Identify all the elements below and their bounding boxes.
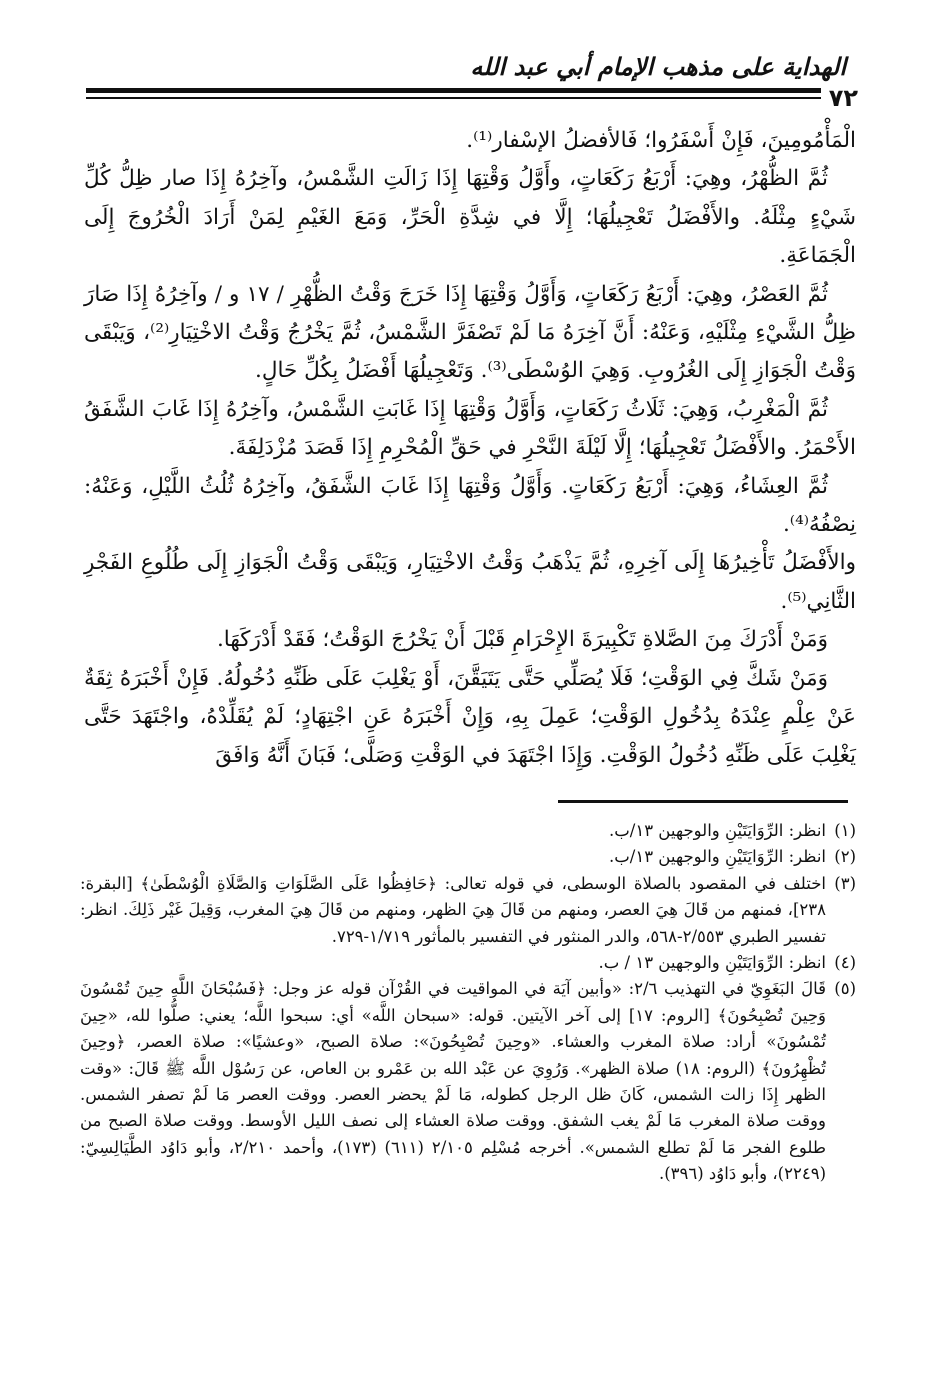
footnote-text: قَالَ البَغَوِيّ في التهذيب ٢/٦: «وأبين آيَة في المواقيت في القُرْآن قوله عز وجل: ﴿فَسُبْحَانَ اللَّهِ حِينَ تُمْسُونَ وَحِينَ تُصْبِحُونَ﴾ [الروم: ١٧] إلى آخر الآيتين. قوله: «سبحان اللَّه» أي: سبحوا اللَّه؛ يعني: صلُّوا لله، «حِينَ تُمْسُونَ» أراد: صلاة المغرب والعشاء. «وحِينَ تُصْبِحُونَ»: صلاة الصبح، «وعشيًا»: صلاة العصر، ﴿وحِينَ تُظْهِرُونَ﴾ (الروم: ١٨) صلاة الظهر». وَرُوِيَ عن عَبْد الله بن عَمْرو بن العاص، عن رَسُوْل اللَّه ﷺ قَالَ: «وقت الظهر إِذَا زالت الشمس، كَانَ ظل الرجل كطوله، مَا لَمْ يحضر العصر. ووقت العصر مَا لَمْ تصفر الشمس. ووقت صلاة المغرب مَا لَمْ يغب الشفق. ووقت صلاة العشاء إلى نصف الليل الأوسط. ووقت صلاة الصبح من طلوع الفجر مَا لَمْ تطلع الشمس». أخرجه مُسْلِم ٢/١٠٥ (٦١١) (١٧٣)، وأحمد ٢/٢١٠، وأبو دَاوُد الطَّيَالِسِيّ: (٢٢٤٩)، وأبو دَاوُد (٣٩٦).: [80, 979, 827, 1184]
main-text: [84, 122, 856, 775]
header-rule-thin: [86, 97, 856, 99]
paragraph: ثُمَّ العَصْرُ، وهِيَ: أَرْبَعُ رَكَعَاتٍ، وَأَوَّلُ وَقْتِهَا إِذَا خَرَجَ وَقْتُ الظُّهْرِ / ١٧ و / وآخِرُهُ إِذَا صَارَ ظِلُّ الشَّيْءِ مِثْلَيْهِ، وَعَنْهُ: أَنَّ آخِرَهُ مَا لَمْ تَصْفَرَّ الشَّمْسُ، ثُمَّ يَخْرُجُ وَقْتُ الاخْتِيَارِ⁽²⁾، وَيَبْقَى وَقْتُ الْجَوَازِ إِلَى الغُرُوبِ. وَهِيَ الوُسْطَى⁽³⁾. وَتَعْجِيلُهَا أَفْضَلُ بِكُلِّ حَالٍ.: [84, 281, 856, 384]
paragraph: وَمَنْ شَكَّ فِي الوَقْتِ؛ فَلَا يُصَلِّي حَتَّى يَتَيَقَّنَ، أَوْ يَغْلِبَ عَلَى ظَنِّهِ دُخُولُهُ. فَإِنْ أَخْبَرَهُ ثِقَةٌ عَنْ عِلْمٍ عِنْدَهُ بِدُخُولِ الوَقْتِ؛ عَمِلَ بِهِ، وَإِنْ أَخْبَرَهُ عَنِ اجْتِهَادٍ؛ لَمْ يُقَلِّدْهُ، واجْتَهَدَ حَتَّى يَغْلِبَ عَلَى ظَنِّهِ دُخُولُ الوَقْتِ. وَإِذَا اجْتَهَدَ في الوَقْتِ وَصَلَّى؛ فَبَانَ أَنَّهُ وَافَقَ: [84, 665, 856, 768]
footnote-number: (١): [834, 821, 856, 840]
footnote: [80, 976, 856, 1187]
footnote-number: (٣): [834, 873, 856, 893]
running-title: الهداية على مذهب الإمام أبي عبد الله: [470, 53, 846, 81]
paragraph: وَمَنْ أَدْرَكَ مِنَ الصَّلاةِ تَكْبِيرَةَ الإِحْرَامِ قَبْلَ أَنْ يَخْرُجَ الوَقْتُ؛ فَقَدْ أَدْرَكَهَا.: [216, 627, 828, 653]
page-number: ٧٢: [821, 84, 866, 112]
footnote: [80, 871, 856, 950]
paragraph: الْمَأْمُومِينَ، فَإِنْ أَسْفَرُوا؛ فَالأفضلُ الإسْفار⁽¹⁾.: [466, 128, 856, 153]
footnote: [80, 818, 856, 844]
paragraph: ثُمَّ العِشَاءُ، وَهِيَ: أَرْبَعُ رَكَعَاتٍ. وَأَوَّلُ وَقْتِهَا إِذَا غَابَ الشَّفَقُ، وآخِرُهُ ثُلُثُ اللَّيْلِ، وَعَنْهُ: نِصْفُهُ⁽⁴⁾.: [84, 473, 856, 538]
footnotes: [80, 818, 856, 1188]
footnote: [80, 950, 856, 976]
footnote-separator: [558, 800, 848, 803]
header-rule-gap: [86, 93, 856, 96]
footnote-text: انظر: الرِّوَايَتَيْنِ والوجهين ١٣/ب.: [608, 821, 826, 840]
footnote-text: اختلف في المقصود بالصلاة الوسطى، في قوله تعالى: ﴿حَافِظُوا عَلَى الصَّلَوَاتِ وَالصَّلَاةِ الْوُسْطَىٰ﴾ [البقرة: ٢٣٨]، فمنهم من قَالَ هِيَ العصر، ومنهم من قَالَ هِيَ الظهر، ومنهم من قَالَ هِيَ المغرب، وَقِيلَ غَيْر ذَلِكَ. انظر: تفسير الطبري ٢/٥٥٣-٥٦٨، والدر المنثور في التفسير بالمأثور ١/٧١٩-٧٢٩.: [80, 873, 826, 946]
footnote: [80, 844, 856, 870]
paragraph: والأَفْضَلُ تَأْخِيرُهَا إِلَى آخِرِهِ، ثُمَّ يَذْهَبُ وَقْتُ الاخْتِيَارِ، وَيَبْقَى وَقْتُ الْجَوَازِ إِلَى طُلُوعِ الفَجْرِ الثَّانِي⁽⁵⁾.: [84, 550, 856, 614]
paragraph: ثُمَّ الْمَغْرِبُ، وَهِيَ: ثَلَاثُ رَكَعَاتٍ، وَأَوَّلُ وَقْتِهَا إِذَا غَابَتِ الشَّمْسُ، وآخِرُهُ إِذَا غَابَ الشَّفَقُ الأَحْمَرُ. والأَفْضَلُ تَعْجِيلُهَا؛ إِلَّا لَيْلَةَ النَّحْرِ في حَقِّ الْمُحْرِمِ إِذَا قَصَدَ مُزْدَلِفَةَ.: [84, 396, 856, 461]
footnote-number: (٢): [834, 847, 856, 867]
footnote-number: (٥): [834, 979, 856, 999]
footnote-number: (٤): [834, 953, 856, 973]
paragraph: ثُمَّ الظُّهْرُ، وهِيَ: أَرْبَعُ رَكَعَاتٍ، وأَوَّلُ وَقْتِهَا إِذَا زَالَتِ الشَّمْسُ، وآخِرُهُ إِذَا صار ظِلُّ كُلِّ شَيْءٍ مِثْلَهُ. والأَفْضَلُ تَعْجِيلُهَا؛ إِلَّا في شِدَّةِ الْحَرِّ، وَمَعَ الغَيْمِ لِمَنْ أَرَادَ الْخُرُوجَ إِلَى الْجَمَاعَةِ.: [84, 166, 856, 269]
footnote-text: انظر: الرِّوَايَتَيْنِ والوجهين ١٣/ب.: [608, 847, 826, 867]
footnote-text: انظر: الرِّوَايَتَيْنِ والوجهين ١٣ / ب.: [598, 953, 826, 973]
